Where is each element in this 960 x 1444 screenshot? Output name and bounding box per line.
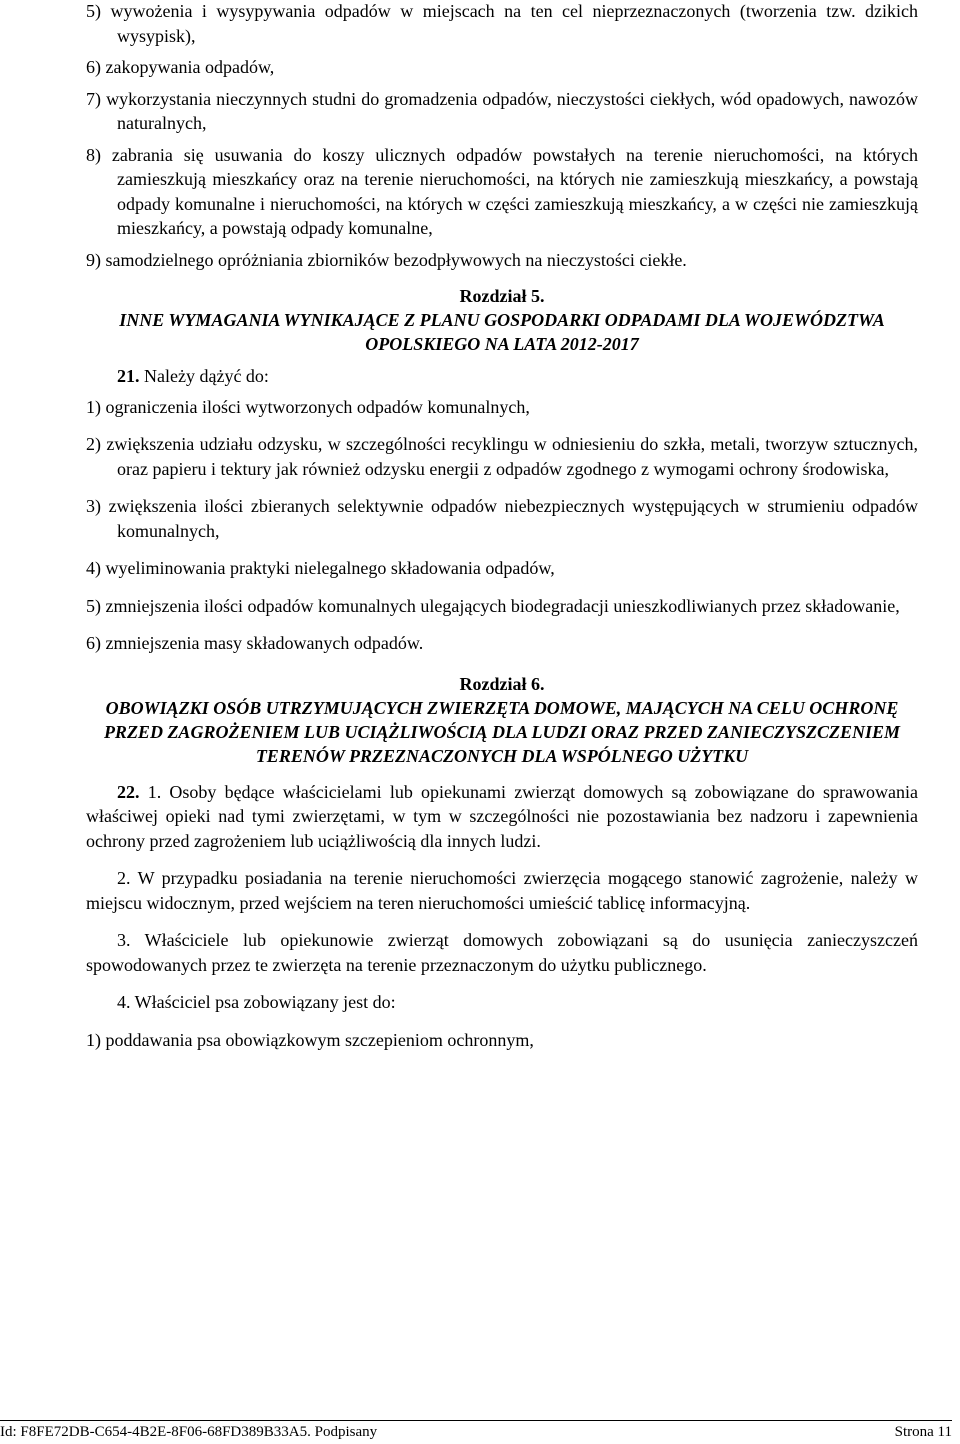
prohibition-list xyxy=(86,0,918,272)
list-item-text: zakopywania odpadów, xyxy=(105,57,275,77)
list-item-text: wywożenia i wysypywania odpadów w miejscach na ten cel nieprzeznaczonych (tworzenia tzw. dzikich wysypisk), xyxy=(110,1,919,46)
chapter-title: OBOWIĄZKI OSÓB UTRZYMUJĄCYCH ZWIERZĘTA DOMOWE, MAJĄCYCH NA CELU OCHRONĘ PRZED ZAGROŻENIEM LUB UCIĄŻLIWOŚCIĄ DLA LUDZI ORAZ PRZED ZANIECZYSZCZENIEM TERENÓW PRZEZNACZONYCH DLA WSPÓLNEGO UŻYTKU xyxy=(103,697,901,766)
paragraph-body: 1. Osoby będące właścicielami lub opiekunami zwierząt domowych są zobowiązane do sprawowania właściwej opieki nad tymi zwierzętami, w tym w szczególności nie pozostawiania bez nadzoru i zapewnienia ochrony przed zagrożeniem lub uciążliwością dla innych ludzi. xyxy=(86,781,918,851)
list-item xyxy=(86,55,918,80)
list-item-text: zmniejszenia ilości odpadów komunalnych ulegających biodegradacji unieszkodliwianych przez składowanie, xyxy=(105,595,900,616)
list-item-text: poddawania psa obowiązkowym szczepieniom ochronnym, xyxy=(105,1029,534,1050)
paragraph-text: 3. Właściciele lub opiekunowie zwierząt domowych zobowiązani są do usunięcia zanieczyszczeń spowodowanych przez te zwierzęta na terenie przeznaczonym do użytku publicznego. xyxy=(86,930,918,975)
list-item xyxy=(86,395,918,420)
list-item xyxy=(86,594,918,619)
list-item-number: 7) xyxy=(86,88,101,109)
document-page xyxy=(86,0,918,1052)
list-item-number: 9) xyxy=(86,249,101,270)
paragraph-number: 21. xyxy=(117,366,140,386)
list-item-number: 1) xyxy=(86,1029,101,1050)
list-item-number: 4) xyxy=(86,558,101,578)
document-id: Id: F8FE72DB-C654-4B2E-8F06-68FD389B33A5. Podpisany xyxy=(0,1424,378,1440)
paragraph-heading xyxy=(86,364,918,389)
list-item-number: 1) xyxy=(86,396,101,417)
list-item-text: zabrania się usuwania do koszy ulicznych odpadów powstałych na terenie nieruchomości, na których zamieszkują mieszkańcy oraz na terenie nieruchomości, na których nie zamieszkują mieszkańcy, a powstają odpady komunalne i nieruchomości, na których w części zamieszkują mieszkańcy, a w części nie zamieszkują mieszkańcy, a powstają odpady komunalne, xyxy=(111,144,919,238)
list-item-number: 2) xyxy=(86,434,101,454)
chapter-title: INNE WYMAGANIA WYNIKAJĄCE Z PLANU GOSPODARKI ODPADAMI DLA WOJEWÓDZTWA OPOLSKIEGO NA LATA 2012-2017 xyxy=(119,310,885,354)
paragraph-number: 22. xyxy=(117,781,140,802)
list-item xyxy=(86,631,918,656)
list-item xyxy=(86,556,918,581)
list-item-number: 3) xyxy=(86,496,101,516)
list-item-text: wyeliminowania praktyki nielegalnego składowania odpadów, xyxy=(105,558,555,578)
paragraph-text xyxy=(86,780,918,854)
list-item-number: 8) xyxy=(86,144,101,165)
list-item-number: 6) xyxy=(86,57,101,77)
list-item xyxy=(86,248,918,273)
list-item xyxy=(86,494,918,543)
list-item-text: wykorzystania nieczynnych studni do gromadzenia odpadów, nieczystości ciekłych, wód opadowych, nawozów naturalnych, xyxy=(106,88,919,133)
list-item xyxy=(86,87,918,136)
goals-list xyxy=(86,395,918,656)
list-item xyxy=(86,143,918,241)
list-item xyxy=(86,1028,918,1053)
list-item-text: ograniczenia ilości wytworzonych odpadów komunalnych, xyxy=(105,396,530,417)
paragraph-text: 2. W przypadku posiadania na terenie nieruchomości zwierzęcia mogącego stanowić zagrożenie, należy w miejscu widocznym, przed wejściem na teren nieruchomości umieścić tablicę informacyjną. xyxy=(86,868,918,913)
list-item xyxy=(86,0,918,48)
list-item-text: samodzielnego opróżniania zbiorników bezodpływowych na nieczystości ciekłe. xyxy=(105,249,687,270)
list-item-text: zmniejszenia masy składowanych odpadów. xyxy=(105,633,424,653)
chapter-number: Rozdział 5. xyxy=(459,286,545,306)
list-item-text: zwiększenia ilości zbieranych selektywnie odpadów niebezpiecznych występujących w strumieniu odpadów komunalnych, xyxy=(108,496,919,541)
list-item-number: 5) xyxy=(86,1,101,21)
paragraph-intro: Należy dążyć do: xyxy=(144,366,269,386)
page-footer xyxy=(0,1420,952,1443)
chapter-number: Rozdział 6. xyxy=(459,673,545,694)
list-item-number: 6) xyxy=(86,633,101,653)
list-item-text: zwiększenia udziału odzysku, w szczególności recyklingu w odniesieniu do szkła, metali, tworzyw sztucznych, oraz papieru i tektury jak również odzysku energii z odpadów zgodnego z wymogami ochrony środowiska, xyxy=(106,434,918,479)
paragraph-text: 4. Właściciel psa zobowiązany jest do: xyxy=(117,992,396,1012)
page-number: Strona 11 xyxy=(894,1424,952,1440)
list-item xyxy=(86,432,918,481)
list-item-number: 5) xyxy=(86,595,101,616)
